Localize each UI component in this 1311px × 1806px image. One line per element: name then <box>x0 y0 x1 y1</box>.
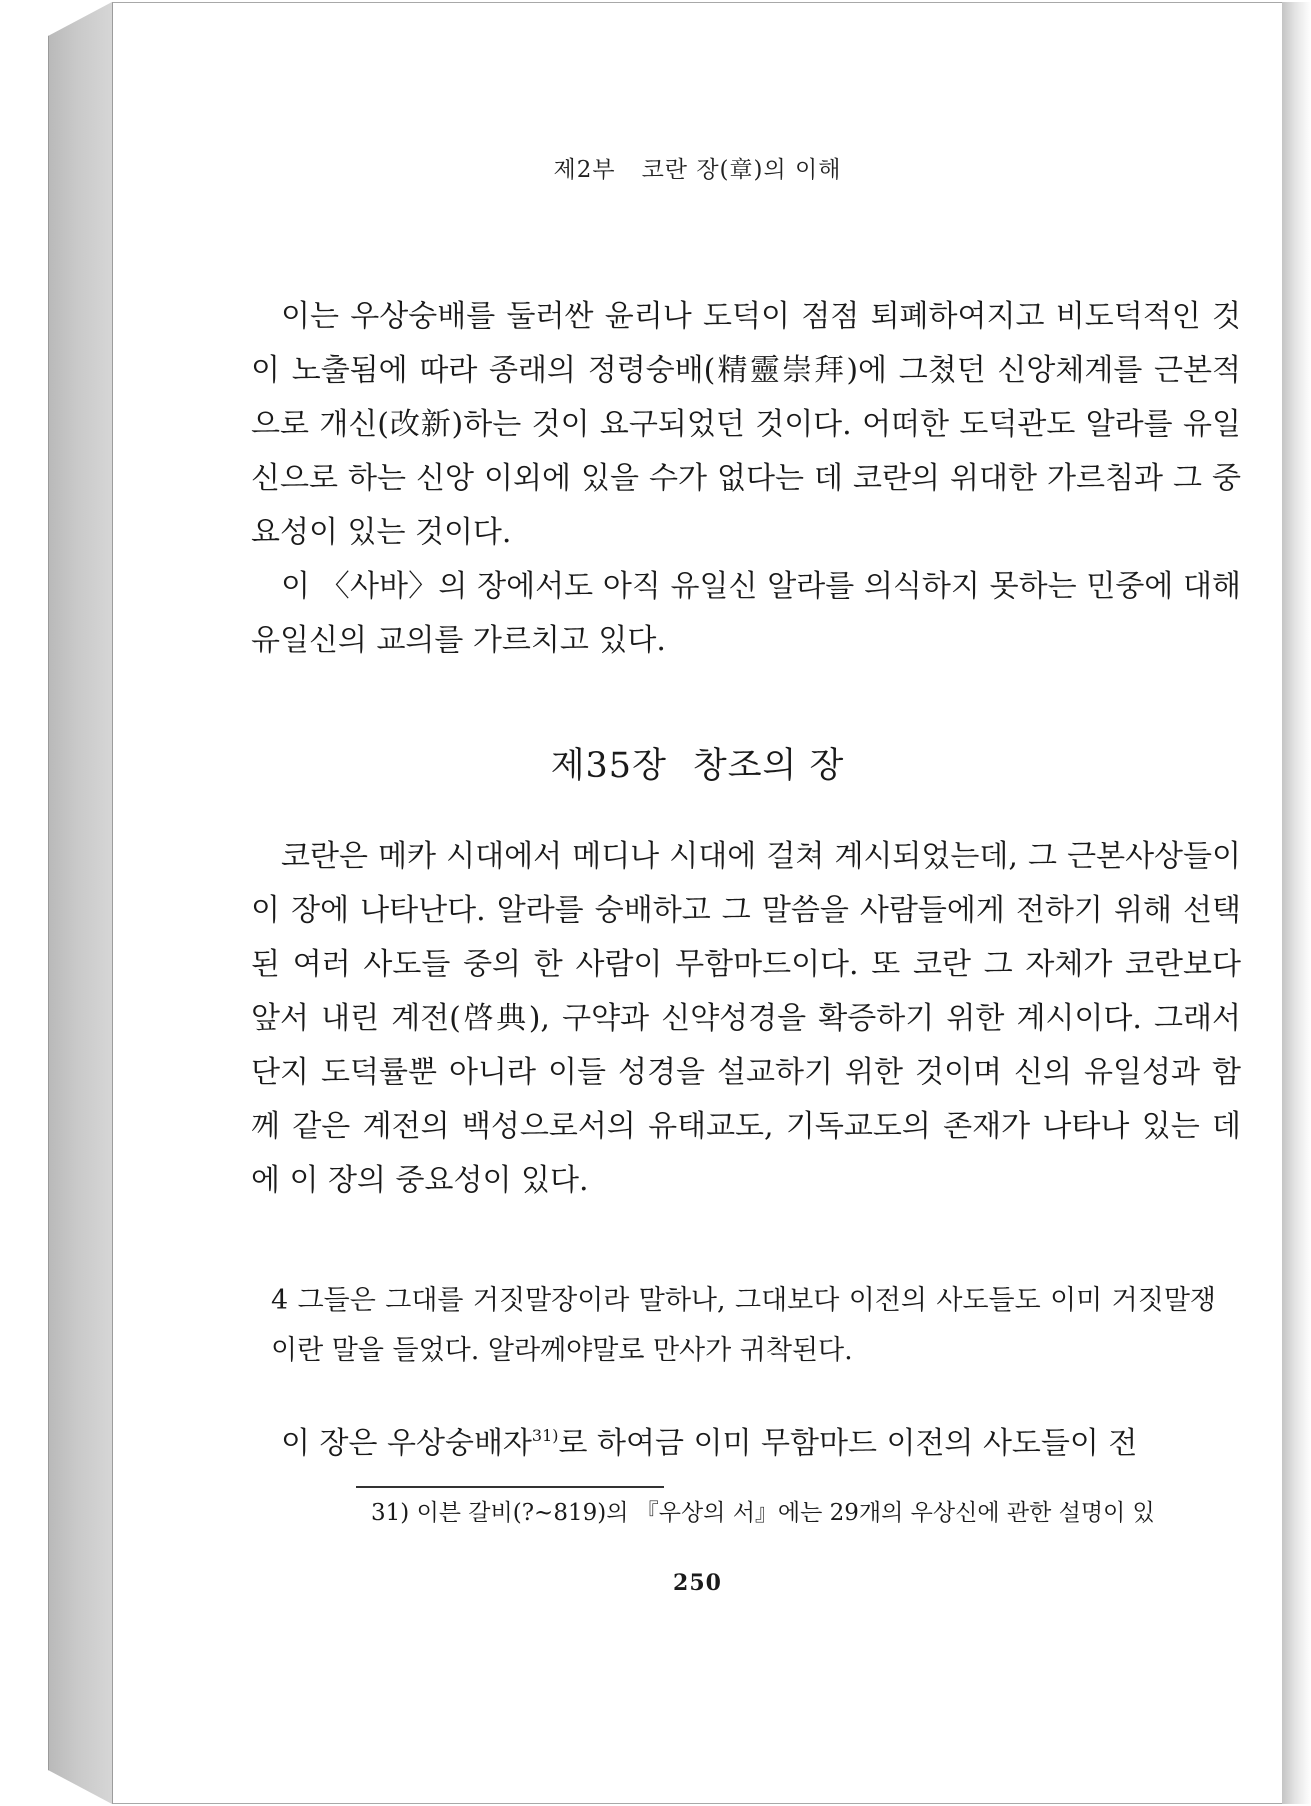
running-head <box>113 151 1282 184</box>
book-page <box>112 2 1282 1804</box>
body-text-top <box>251 290 1241 668</box>
paragraph: 코란은 메카 시대에서 메디나 시대에 걸쳐 계시되었는데, 그 근본사상들이 이 장에 나타난다. 알라를 숭배하고 그 말씀을 사람들에게 전하기 위해 선택된 여러 사도들 중의 한 사람이 무함마드이다. 또 코란 그 자체가 코란보다 앞서 내린 계전(啓典), 구약과 신약성경을 확증하기 위한 계시이다. 그래서 단지 도덕률뿐 아니라 이들 성경을 설교하기 위한 것이며 신의 유일성과 함께 같은 계전의 백성으로서의 유태교도, 기독교도의 존재가 나타나 있는 데에 이 장의 중요성이 있다. <box>251 839 1241 1198</box>
paragraph: 이 〈사바〉의 장에서도 아직 유일신 알라를 의식하지 못하는 민중에 대해 유일신의 교의를 가르치고 있다. <box>251 569 1241 658</box>
chapter-heading <box>113 738 1282 788</box>
chapter-title: 창조의 장 <box>692 746 845 786</box>
body-text-bottom <box>251 1417 1241 1471</box>
footnote-reference: 31) <box>531 1426 559 1445</box>
running-head-part: 제2부 <box>553 157 616 183</box>
page-number: 250 <box>673 1570 722 1596</box>
paragraph-text: 이 장은 우상숭배자 <box>281 1426 532 1461</box>
chapter-number: 제35장 <box>550 746 667 786</box>
paragraph-text: 로 하여금 이미 무함마드 이전의 사도들이 전 <box>558 1426 1138 1461</box>
footnote <box>371 1493 1241 1533</box>
chapter-intro <box>251 830 1241 1208</box>
footnote-text: 이븐 갈비(?~819)의 『우상의 서』에는 29개의 우상신에 관한 설명이 있 <box>416 1500 1155 1526</box>
page-shadow <box>1282 2 1311 1804</box>
book-spine-edge <box>48 2 113 1804</box>
verse-text: 그들은 그대를 거짓말장이라 말하나, 그대보다 이전의 사도들도 이미 거짓말쟁이란 말을 들었다. 알라께야말로 만사가 귀착된다. <box>271 1285 1216 1366</box>
running-head-title: 코란 장(章)의 이해 <box>641 157 842 183</box>
verse-quote <box>271 1276 1216 1376</box>
paragraph: 이는 우상숭배를 둘러싼 윤리나 도덕이 점점 퇴폐하여지고 비도덕적인 것이 노출됨에 따라 종래의 정령숭배(精靈崇拜)에 그쳤던 신앙체계를 근본적으로 개신(改新)하는 것이 요구되었던 것이다. 어떠한 도덕관도 알라를 유일신으로 하는 신앙 이외에 있을 수가 없다는 데 코란의 위대한 가르침과 그 중요성이 있는 것이다. <box>251 299 1241 550</box>
verse-number: 4 <box>271 1285 289 1316</box>
footnote-divider <box>356 1486 664 1488</box>
footnote-marker: 31) <box>371 1500 410 1526</box>
